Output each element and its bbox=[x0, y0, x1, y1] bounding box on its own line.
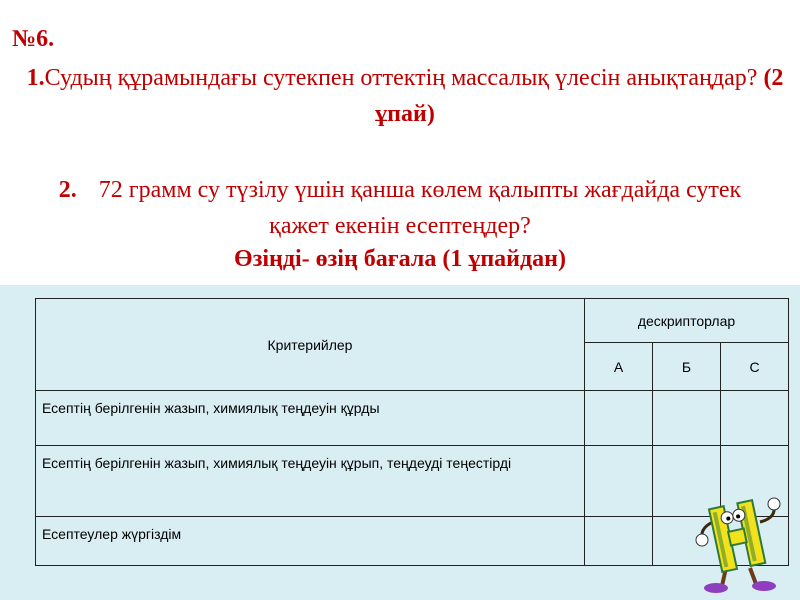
letter-h-character-icon bbox=[686, 492, 791, 594]
table-row bbox=[36, 446, 789, 517]
question-2 bbox=[30, 172, 770, 244]
self-assessment-title: Өзіңді- өзің бағала (1 ұпайдан) bbox=[234, 246, 566, 272]
criteria-header: Критерийлер bbox=[36, 299, 585, 391]
descriptors-header: дескрипторлар bbox=[585, 299, 789, 343]
table-row bbox=[36, 391, 789, 446]
column-b-header: Б bbox=[653, 343, 721, 391]
score-cell-a[interactable] bbox=[585, 391, 653, 446]
column-c-header: С bbox=[721, 343, 789, 391]
criterion-cell: Есептің берілгенін жазып, химиялық теңдеуін құрып, теңдеуді теңестірді bbox=[36, 446, 585, 517]
question-2-text: 72 грамм су түзілу үшін қанша көлем қалыпты жағдайда сутек қажет екенін есептеңдер? bbox=[98, 177, 742, 239]
criterion-cell: Есептеулер жүргіздім bbox=[36, 517, 585, 566]
question-1-points: (2 ұпай) bbox=[375, 65, 784, 127]
assessment-panel bbox=[0, 285, 800, 600]
criterion-cell: Есептің берілгенін жазып, химиялық теңдеуін құрды bbox=[36, 391, 585, 446]
score-cell-a[interactable] bbox=[585, 446, 653, 517]
score-cell-c[interactable] bbox=[721, 391, 789, 446]
score-cell-b[interactable] bbox=[653, 391, 721, 446]
question-2-number: 2. bbox=[58, 177, 77, 203]
criteria-table bbox=[35, 298, 789, 566]
question-1-number: 1. bbox=[26, 65, 45, 91]
problem-number: №6. bbox=[12, 26, 55, 52]
score-cell-a[interactable] bbox=[585, 517, 653, 566]
column-a-header: А bbox=[585, 343, 653, 391]
table-row bbox=[36, 517, 789, 566]
question-1 bbox=[20, 60, 790, 132]
question-1-text: Судың құрамындағы сутекпен оттектің массалық үлесін анықтаңдар? bbox=[44, 65, 758, 91]
